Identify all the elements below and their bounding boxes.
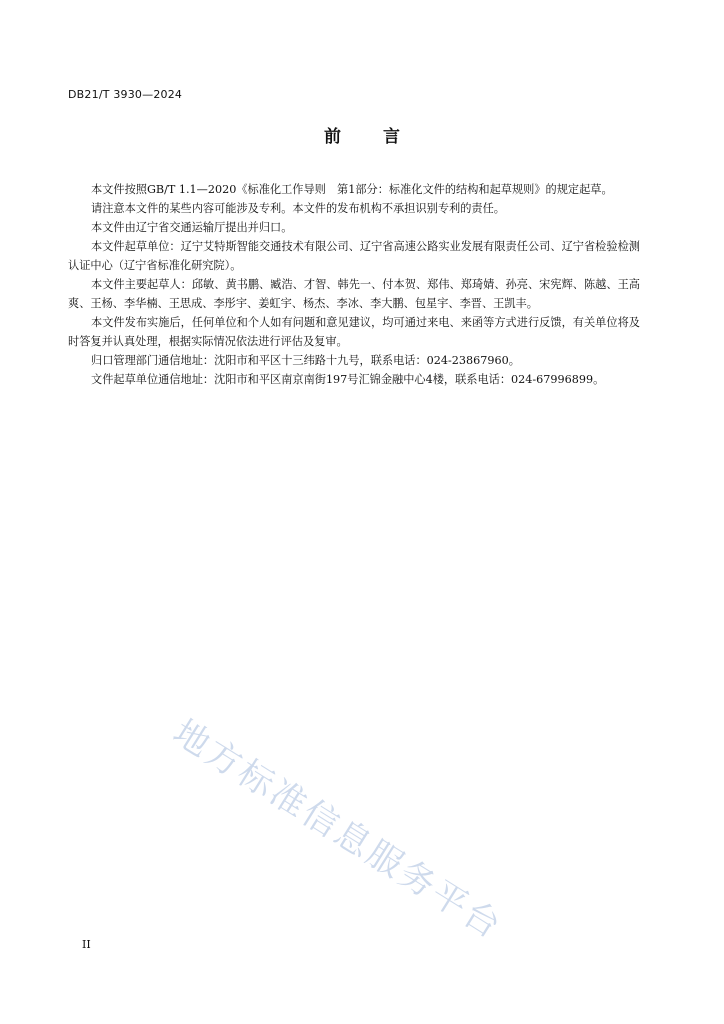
paragraph: 本文件主要起草人：邱敏、黄书鹏、臧浩、才智、韩先一、付本贺、郑伟、郑琦婧、孙亮、宋宪辉、陈越、王高爽、王杨、李华楠、王思成、李彤宇、姜虹宇、杨杰、李冰、李大鹏、包星宇、李晋、王凯丰。 bbox=[68, 278, 640, 310]
document-body bbox=[68, 180, 640, 389]
document-code: DB21/T 3930—2024 bbox=[68, 88, 183, 101]
page-title: 前言 bbox=[324, 127, 442, 147]
paragraph: 归口管理部门通信地址：沈阳市和平区十三纬路十九号，联系电话：024-23867960。 bbox=[91, 354, 520, 367]
paragraph: 本文件发布实施后，任何单位和个人如有问题和意见建议，均可通过来电、来函等方式进行反馈，有关单位将及时答复并认真处理，根据实际情况依法进行评估及复审。 bbox=[68, 316, 640, 348]
watermark: 地方标准信息服务平台 bbox=[165, 712, 510, 948]
paragraph: 本文件按照GB/T 1.1—2020《标准化工作导则 第1部分：标准化文件的结构和起草规则》的规定起草。 bbox=[91, 183, 613, 196]
paragraph: 文件起草单位通信地址：沈阳市和平区南京南街197号汇锦金融中心4楼，联系电话：024-67996899。 bbox=[91, 373, 605, 386]
paragraph: 请注意本文件的某些内容可能涉及专利。本文件的发布机构不承担识别专利的责任。 bbox=[91, 202, 505, 215]
page-number: II bbox=[82, 938, 91, 951]
paragraph: 本文件起草单位：辽宁艾特斯智能交通技术有限公司、辽宁省高速公路实业发展有限责任公司、辽宁省检验检测认证中心（辽宁省标准化研究院）。 bbox=[68, 240, 640, 272]
paragraph: 本文件由辽宁省交通运输厅提出并归口。 bbox=[91, 221, 293, 234]
